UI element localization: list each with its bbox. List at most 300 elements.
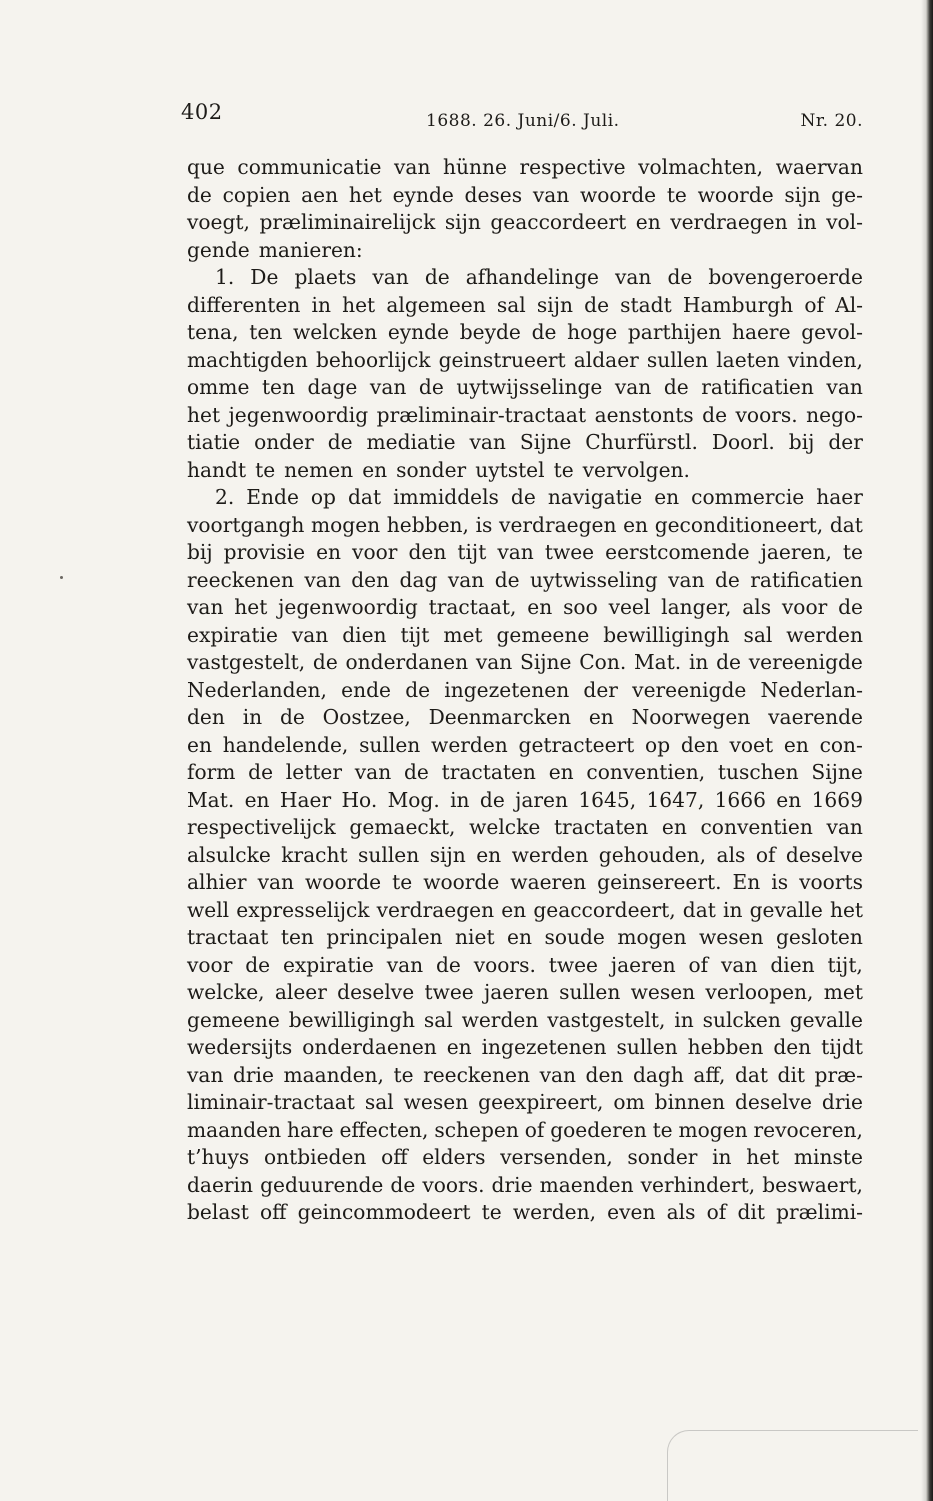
word: en <box>527 595 553 619</box>
word: en <box>623 512 649 537</box>
document-number: Nr. 20. <box>800 111 863 131</box>
text-line <box>187 677 863 705</box>
word: vastgestelt, <box>547 1007 666 1032</box>
word: waervan <box>775 155 863 179</box>
word: commercie <box>691 485 805 509</box>
word: aff, <box>693 1062 726 1087</box>
word: in <box>311 292 331 317</box>
word: præliminairelijck <box>259 210 436 234</box>
text-line <box>187 402 863 430</box>
word: expiratie <box>282 952 374 977</box>
word: dat <box>682 897 716 922</box>
word: hebben, <box>386 512 469 537</box>
word: werden <box>511 842 589 867</box>
word: de <box>390 1172 416 1197</box>
word: van <box>539 1062 577 1087</box>
word: om <box>613 1090 645 1114</box>
word: sullen <box>359 732 421 757</box>
word: de <box>716 650 741 674</box>
word: in <box>688 650 709 674</box>
word: de <box>663 375 689 399</box>
word: vinden, <box>787 347 863 372</box>
word: de <box>403 760 429 784</box>
word: den <box>680 732 719 757</box>
word: Ende <box>246 485 299 509</box>
word: welcke <box>469 815 541 839</box>
word: te <box>255 457 276 482</box>
word: immiddels <box>393 485 499 509</box>
text-line <box>187 594 863 622</box>
word: que <box>187 155 225 179</box>
word: sonder <box>396 457 467 482</box>
word: principalen <box>326 925 443 949</box>
header-date: 1688. 26. Juni/6. Juli. <box>426 111 620 131</box>
word: voorts <box>799 870 863 894</box>
word: prælimi- <box>776 1200 863 1224</box>
word: in <box>712 1145 732 1169</box>
word: wesen <box>403 1090 469 1114</box>
word: expresselijck <box>236 897 370 922</box>
word: deselve <box>337 980 415 1004</box>
word: de <box>667 265 693 289</box>
word: langer, <box>661 595 732 619</box>
text-line <box>187 787 863 815</box>
word: parthijen <box>627 320 722 344</box>
word: werden <box>786 622 863 647</box>
word: sullen <box>616 1035 678 1059</box>
word: en <box>316 540 342 564</box>
word: stadt <box>620 292 672 317</box>
text-line <box>187 869 863 897</box>
word: respectivelijck <box>187 815 336 839</box>
word: 1. <box>215 265 235 289</box>
word: van <box>187 595 224 619</box>
text-line <box>187 539 863 567</box>
word: den <box>187 705 225 729</box>
word: respective <box>519 155 626 179</box>
word: ontbieden <box>263 1145 367 1169</box>
word: sal <box>496 292 526 317</box>
word: sijn <box>784 182 821 207</box>
word: en <box>507 925 532 949</box>
word: off <box>381 1145 408 1169</box>
word: en <box>446 1035 472 1059</box>
word: uytwisseling <box>529 567 658 592</box>
word: de <box>312 650 338 674</box>
word: Al- <box>835 292 863 317</box>
word: hebben <box>687 1035 764 1059</box>
word: De <box>250 265 279 289</box>
word: expiratie <box>187 622 278 647</box>
word: reeckenen <box>423 1062 531 1087</box>
word: te <box>481 1200 502 1224</box>
word: elders <box>422 1145 486 1169</box>
word: van <box>826 375 863 399</box>
word: van <box>614 375 652 399</box>
word: conventien <box>700 815 813 839</box>
word: gende <box>187 237 250 262</box>
word: aen <box>301 182 339 207</box>
text-line <box>187 1034 863 1062</box>
word: tractaten <box>553 815 649 839</box>
word: sullen <box>559 980 621 1004</box>
word: der <box>828 430 863 454</box>
word: voors. <box>422 1172 485 1197</box>
word: de <box>187 182 212 207</box>
word: sal <box>423 1007 453 1032</box>
word: behoorlijck <box>315 347 431 372</box>
text-line <box>187 457 863 485</box>
word: de <box>248 760 274 784</box>
text-line <box>187 567 863 595</box>
text-line <box>187 209 863 237</box>
word: haer <box>816 485 863 509</box>
word: gevalle <box>749 897 823 922</box>
word: en <box>187 732 212 757</box>
word: het <box>342 292 376 317</box>
word: of <box>804 292 824 317</box>
word: ende <box>341 677 391 702</box>
word: bij <box>788 430 815 454</box>
word: en <box>661 815 687 839</box>
word: dien <box>342 622 387 647</box>
word: voegt, <box>187 210 250 234</box>
word: kracht <box>281 842 348 867</box>
word: en <box>476 842 502 867</box>
text-line <box>187 897 863 925</box>
word: communicatie <box>237 155 382 179</box>
word: alsulcke <box>187 842 271 867</box>
word: geinstrueert <box>438 347 566 372</box>
word: algemeen <box>386 292 486 317</box>
word: Nederlan- <box>760 677 863 702</box>
word: als <box>716 842 746 867</box>
word: jegenwoordig <box>228 402 369 427</box>
word: Noorwegen <box>631 705 751 729</box>
word: als <box>742 595 772 619</box>
word: eerstcomende <box>605 540 750 564</box>
word: Nederlanden, <box>187 677 327 702</box>
word: Doorl. <box>711 430 775 454</box>
word: beyde <box>459 320 521 344</box>
word: revoceren, <box>753 1117 863 1142</box>
word: verdraegen <box>376 897 495 922</box>
word: dat <box>829 512 863 537</box>
word: deses <box>464 182 523 207</box>
word: geduurende <box>260 1172 384 1197</box>
word: geincommodeert <box>297 1200 471 1224</box>
word: van <box>447 567 485 592</box>
word: deselve <box>785 842 863 867</box>
word: ten <box>280 925 314 949</box>
word: en <box>776 787 802 812</box>
word: ten <box>261 375 295 399</box>
word: gevalle <box>789 1007 863 1032</box>
word: en <box>501 897 527 922</box>
word: dat <box>734 1062 769 1087</box>
text-line <box>187 182 863 210</box>
word: van <box>469 430 506 454</box>
word: nemen <box>284 457 354 482</box>
word: Deenmarcken <box>428 705 571 729</box>
word: onderdanen <box>345 650 469 674</box>
word: sullen <box>358 842 420 867</box>
word: jaeren, <box>760 540 832 564</box>
word: wesen <box>698 925 764 949</box>
word: werden <box>431 732 508 757</box>
word: en <box>244 787 270 812</box>
word: Ho. <box>341 787 378 812</box>
word: Hamburgh <box>682 292 794 317</box>
word: reeckenen <box>187 567 294 592</box>
word: navigatie <box>547 485 643 509</box>
word: Sijne <box>811 760 863 784</box>
word: verdraegen <box>670 210 788 234</box>
word: afhandelinge <box>465 265 599 289</box>
text-line <box>187 237 863 265</box>
text-line <box>187 814 863 842</box>
word: met <box>823 980 863 1004</box>
word: met <box>443 622 483 647</box>
word: volmachten, <box>638 155 764 179</box>
text-line <box>187 484 863 512</box>
word: bovengeroerde <box>708 265 863 289</box>
word: Sijne <box>520 650 572 674</box>
text-line <box>187 704 863 732</box>
word: geaccordeert <box>490 210 627 234</box>
word: jegenwoordig <box>278 595 418 619</box>
word: ten <box>249 320 283 344</box>
word: sulcken <box>702 1007 781 1032</box>
word: hare <box>286 1117 334 1142</box>
word: vol- <box>826 210 863 234</box>
word: versenden, <box>500 1145 613 1169</box>
word: twee <box>424 980 474 1004</box>
paper-speck <box>60 576 63 579</box>
word: woorde <box>697 182 774 207</box>
word: of <box>524 1117 545 1142</box>
word: form <box>187 760 236 784</box>
word: van <box>721 952 758 977</box>
word: het <box>348 182 382 207</box>
word: gemeene <box>496 622 590 647</box>
word: en <box>548 760 574 784</box>
word: van <box>304 567 341 592</box>
word: het <box>746 1145 780 1169</box>
word: dagh <box>632 1062 684 1087</box>
word: conventien, <box>586 760 706 784</box>
word: verdraegen <box>499 512 617 537</box>
word: 2. <box>215 485 235 509</box>
text-line <box>187 429 863 457</box>
word: ingezetenen <box>444 677 570 702</box>
word: handelende, <box>222 732 349 757</box>
word: in <box>723 897 743 922</box>
word: 1666 <box>714 787 766 812</box>
running-header <box>181 100 863 132</box>
word: te <box>392 870 413 894</box>
word: sal <box>364 1090 394 1114</box>
word: vervolgen. <box>582 457 690 482</box>
text-line <box>187 292 863 320</box>
word: tiatie <box>187 430 241 454</box>
word: en <box>783 732 809 757</box>
word: is <box>771 870 789 894</box>
word: voor <box>187 952 233 977</box>
word: tijt, <box>827 952 863 977</box>
word: jaeren <box>610 952 676 977</box>
text-line <box>187 1172 863 1200</box>
word: well <box>187 897 230 922</box>
word: te <box>553 457 574 482</box>
word: welcken <box>292 320 378 344</box>
word: bewilligingh <box>603 622 730 647</box>
word: eynde <box>387 320 450 344</box>
word: of <box>688 952 709 977</box>
text-line <box>187 1117 863 1145</box>
word: ratificatien <box>701 375 814 399</box>
word: Mat. <box>633 650 682 674</box>
word: 1645, <box>578 787 637 812</box>
word: de <box>715 567 740 592</box>
word: tuschen <box>717 760 799 784</box>
word: handt <box>187 457 247 482</box>
word: van <box>614 265 652 289</box>
word: dien <box>770 952 815 977</box>
word: van <box>372 265 409 289</box>
word: geinsereert. <box>597 870 722 894</box>
word: laeten <box>716 347 780 372</box>
word: en <box>635 210 661 234</box>
word: ratificatien <box>750 567 863 592</box>
word: letter <box>285 760 343 784</box>
word: in <box>242 705 263 729</box>
word: de <box>510 485 536 509</box>
word: uytstel <box>475 457 545 482</box>
word: plaets <box>294 265 357 289</box>
word: mogen <box>617 925 687 949</box>
word: de <box>405 677 431 702</box>
word: sijn <box>444 210 481 234</box>
word: alhier <box>187 870 247 894</box>
word: het <box>234 595 268 619</box>
word: tijt <box>457 540 487 564</box>
page-number: 402 <box>181 100 223 124</box>
text-line <box>187 842 863 870</box>
word: vereenigde <box>748 650 863 674</box>
word: gehouden, <box>598 842 707 867</box>
word: præ- <box>814 1062 863 1087</box>
word: hünne <box>443 155 507 179</box>
word: de <box>436 952 461 977</box>
word: de <box>327 430 353 454</box>
word: belast <box>187 1200 249 1224</box>
word: te <box>842 540 863 564</box>
word: de <box>424 265 450 289</box>
word: te <box>652 1117 673 1142</box>
word: sijn <box>429 842 466 867</box>
word: effecten, <box>339 1117 429 1142</box>
word: voor <box>352 540 398 564</box>
word: van <box>475 650 513 674</box>
word: verhindert, <box>640 1172 756 1197</box>
word: binnen <box>654 1090 726 1114</box>
word: op <box>310 485 336 509</box>
word: gevol- <box>801 320 863 344</box>
word: sullen <box>646 347 709 372</box>
word: mogen <box>311 512 381 537</box>
word: of <box>755 842 776 867</box>
binding-edge <box>926 0 933 1501</box>
word: gesloten <box>775 925 863 949</box>
text-line <box>187 1199 863 1227</box>
word: geaccordeert, <box>533 897 676 922</box>
word: aleer <box>274 980 327 1004</box>
word: voor <box>781 595 828 619</box>
word: sal <box>743 622 773 647</box>
word: van <box>668 567 705 592</box>
word: dat <box>348 485 382 509</box>
word: con- <box>819 732 863 757</box>
word: van <box>257 870 295 894</box>
word: het <box>829 897 863 922</box>
word: de <box>838 595 863 619</box>
corner-fold-mark <box>667 1430 918 1501</box>
word: onderdaenen <box>302 1035 437 1059</box>
word: præliminair-tractaat <box>376 402 587 427</box>
word: en <box>654 485 680 509</box>
word: den <box>351 567 390 592</box>
text-line <box>187 1007 863 1035</box>
word: de <box>584 292 610 317</box>
word: gemeene <box>187 1007 280 1032</box>
word: wedersijts <box>187 1035 293 1059</box>
word: deselve <box>734 1090 812 1114</box>
word: En <box>732 870 761 894</box>
word: werden <box>461 1007 539 1032</box>
word: der <box>583 677 618 702</box>
word: vastgestelt, <box>187 650 306 674</box>
word: van <box>497 540 534 564</box>
word: jaeren <box>484 980 549 1004</box>
word: veel <box>608 595 651 619</box>
word: sonder <box>627 1145 698 1169</box>
word: tena, <box>187 320 239 344</box>
word: voortgangh <box>187 512 305 537</box>
word: jaren <box>515 787 568 812</box>
word: werden, <box>512 1200 597 1224</box>
word: gemaeckt, <box>349 815 456 839</box>
word: voors. <box>735 402 798 427</box>
word: eynde <box>392 182 454 207</box>
body-text <box>187 154 863 1227</box>
text-line <box>187 347 863 375</box>
word: liminair-tractaat <box>187 1090 355 1114</box>
word: mediatie <box>366 430 456 454</box>
word: tractaten <box>441 760 536 784</box>
text-line <box>187 622 863 650</box>
word: de <box>531 320 557 344</box>
word: de <box>279 705 305 729</box>
word: provisie <box>223 540 306 564</box>
word: in <box>797 210 817 234</box>
word: woorde <box>579 182 657 207</box>
word: off <box>260 1200 287 1224</box>
word: den <box>408 540 447 564</box>
word: Mat. <box>187 787 235 812</box>
word: van <box>394 155 431 179</box>
word: maanden, <box>283 1062 384 1087</box>
